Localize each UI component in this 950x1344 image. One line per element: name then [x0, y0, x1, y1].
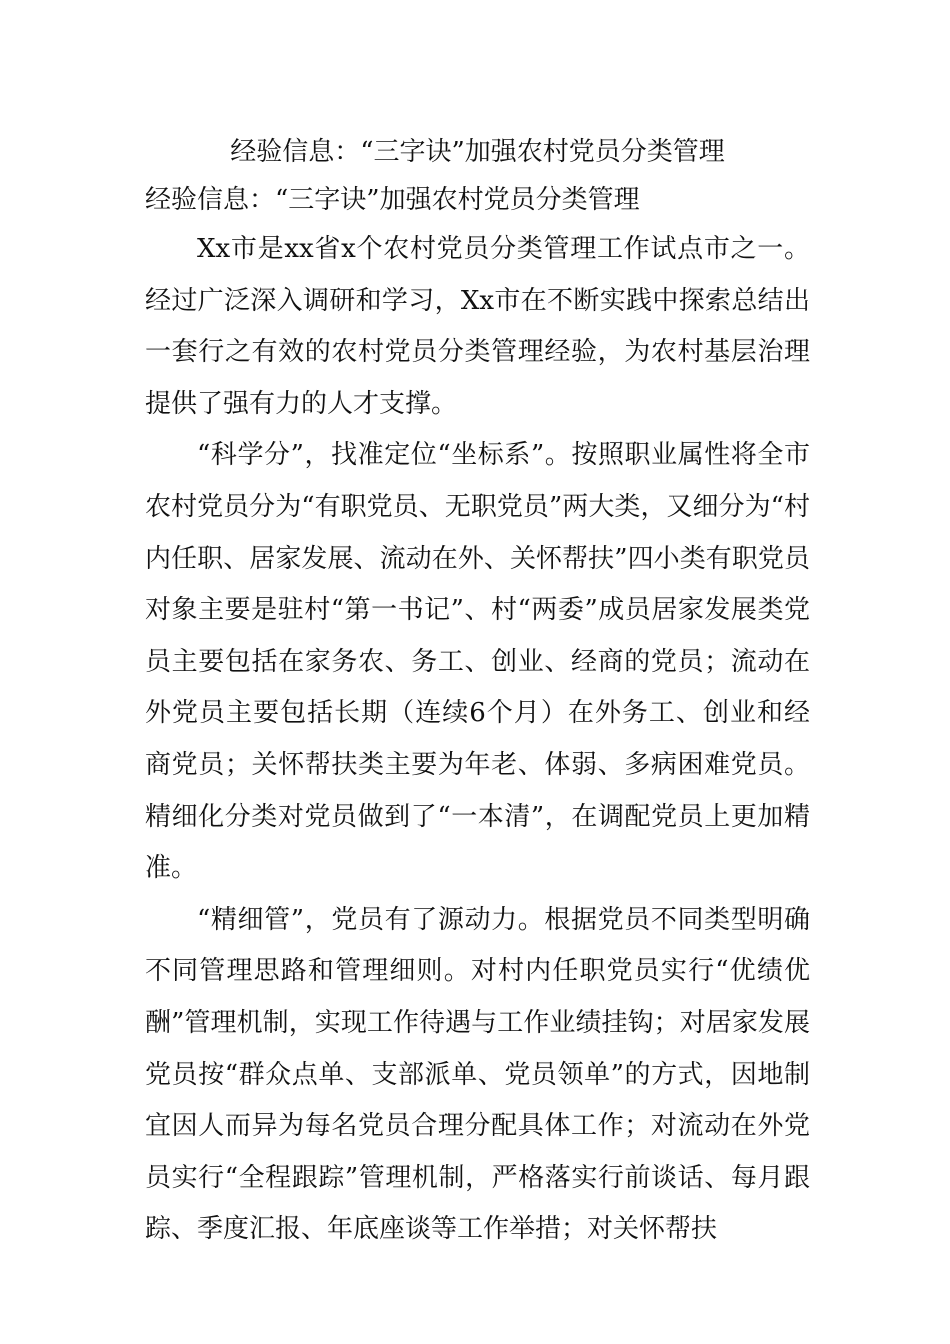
paragraph-manage: “精细管”，党员有了源动力。根据党员不同类型明确不同管理思路和管理细则。对村内任职党员实行“优绩优酬”管理机制，实现工作待遇与工作业绩挂钩；对居家发展党员按“群众点单、支部派单、党员领单”的方式，因地制宜因人而异为每名党员合理分配具体工作；对流动在外党员实行“全程跟踪”管理机制，严格落实行前谈话、每月跟踪、季度汇报、年底座谈等工作举措；对关怀帮扶: [145, 904, 810, 1245]
document-body: [145, 128, 810, 1256]
paragraph-intro: Xx市是xx省x个农村党员分类管理工作试点市之一。经过广泛深入调研和学习，Xx市在不断实践中探索总结出一套行之有效的农村党员分类管理经验，为农村基层治理提供了强有力的人才支撑。: [145, 234, 810, 419]
document-subtitle: 经验信息：“三字诀”加强农村党员分类管理: [145, 185, 640, 215]
paragraph-classify: “科学分”，找准定位“坐标系”。按照职业属性将全市农村党员分为“有职党员、无职党员”两大类，又细分为“村内任职、居家发展、流动在外、关怀帮扶”四小类有职党员对象主要是驻村“第一书记”、村“两委”成员居家发展类党员主要包括在家务农、务工、创业、经商的党员；流动在外党员主要包括长期（连续6个月）在外务工、创业和经商党员；关怀帮扶类主要为年老、体弱、多病困难党员。精细化分类对党员做到了“一本清”，在调配党员上更加精准。: [145, 440, 810, 884]
document-title: 经验信息：“三字诀”加强农村党员分类管理: [230, 137, 725, 167]
